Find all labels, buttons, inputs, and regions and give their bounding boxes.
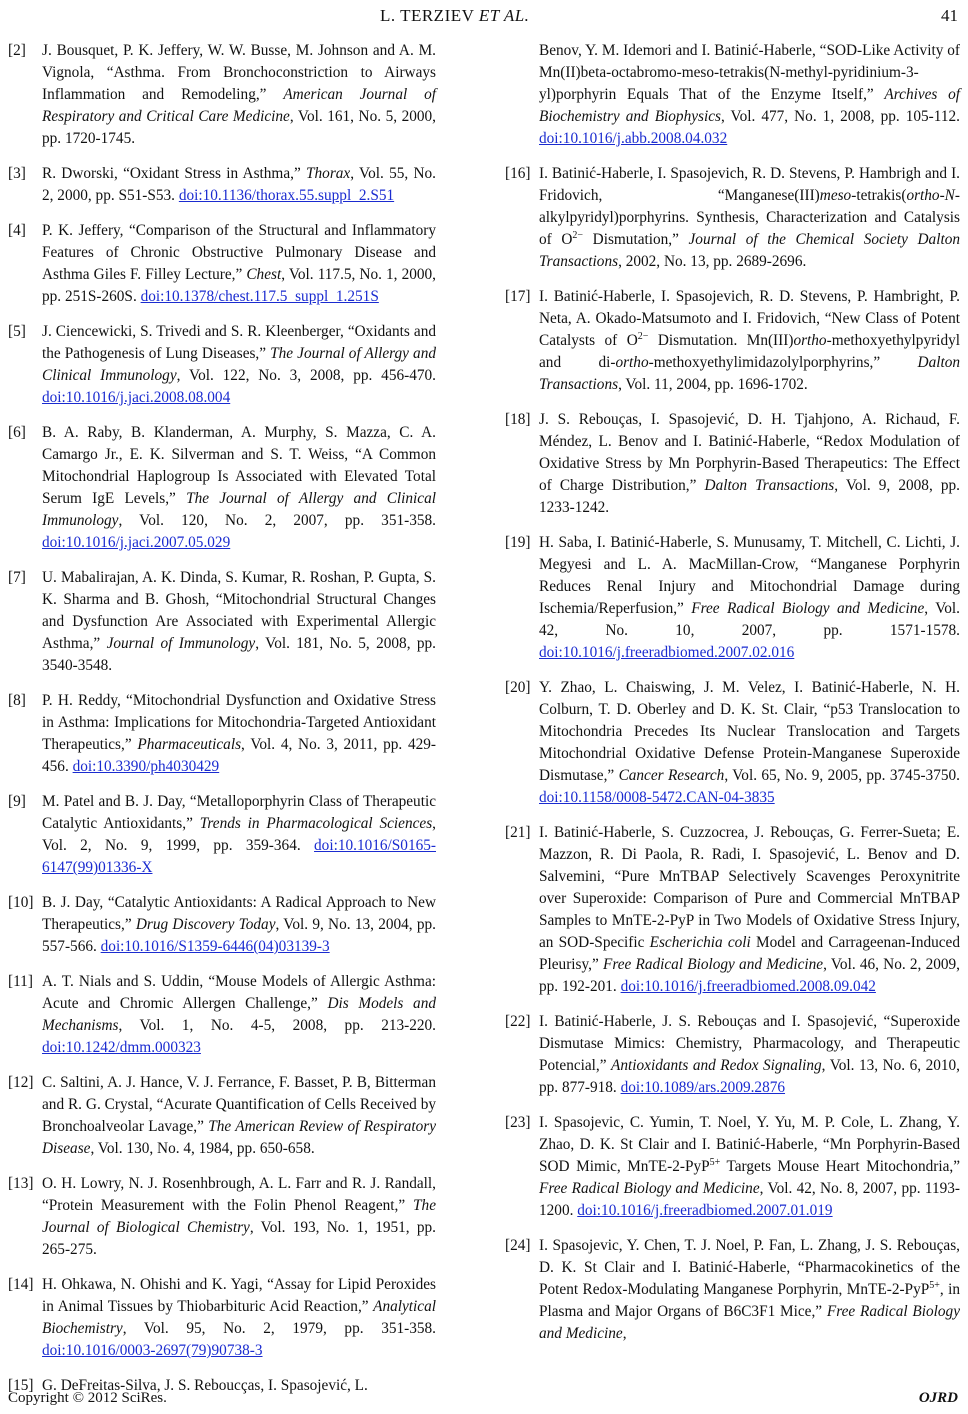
reference-entry [505, 409, 960, 519]
reference-entry [505, 163, 960, 273]
doi-link[interactable]: doi:10.1136/thorax.55.suppl_2.S51 [178, 187, 395, 204]
reference-number: [5] [8, 323, 26, 340]
reference-text: R. Dworski, “Oxidant Stress in Asthma,” Thorax, Vol. 55, No. 2, 2000, pp. S51-S53. doi:10.1136/thorax.55.suppl_2.S51 [42, 165, 437, 204]
reference-text: I. Spasojevic, Y. Chen, T. J. Noel, P. Fan, L. Zhang, J. S. Rebouças, D. K. St Clair and I. Batinić-Haberle, “Pharmacokinetics of the Potent Redox-Modulating Manganese Porphyrin, MnTE-2-PyP$^{5+}$, in Plasma and Major Organs of B6C3F1 Mice,” Free Radical Biology and Medicine, [539, 1237, 960, 1342]
doi-link[interactable]: doi:10.1016/0003-2697(79)90738-3 [42, 1342, 263, 1359]
reference-entry [505, 532, 960, 664]
reference-text: I. Batinić-Haberle, I. Spasojevich, R. D. Stevens, P. Hambrigh and I. Fridovich, “Manganese(III)meso-tetrakis(ortho-N-alkylpyridyl)porphyrins. Synthesis, Characterization and Catalysis of $O^{2-}$ Dismutation,” Journal of the Chemical Society Dalton Transactions, 2002, No. 13, pp. 2689-2696. [539, 165, 960, 270]
references-left-column [8, 40, 436, 1410]
running-title [380, 6, 529, 26]
reference-number: [23] [505, 1114, 531, 1131]
doi-link[interactable]: doi:10.1016/S0165-6147(99)01336-X [42, 837, 436, 876]
reference-number: [15] [8, 1377, 34, 1394]
reference-entry [8, 1173, 436, 1261]
journal-abbrev: OJRD [918, 1390, 958, 1406]
reference-entry [8, 971, 436, 1059]
reference-text: B. J. Day, “Catalytic Antioxidants: A Radical Approach to New Therapeutics,” Drug Discovery Today, Vol. 9, No. 13, 2004, pp. 557-566. doi:10.1016/S1359-6446(04)03139-3 [42, 894, 436, 955]
reference-entry [505, 1011, 960, 1099]
doi-link[interactable]: doi:10.1016/j.abb.2008.04.032 [539, 130, 728, 147]
reference-text: I. Batinić-Haberle, S. Cuzzocrea, J. Rebouças, G. Ferrer-Sueta; E. Mazzon, R. Di Paola, R. Radi, I. Spasojević, L. Benov and D. Salvemini, “Pure MnTBAP Selectively Scavenges Peroxynitrite over Superoxide: Comparison of Pure and Commercial MnTBAP Samples to MnTE-2-PyP in Two Models of Oxidative Stress Injury, an SOD-Specific Escherichia coli Model and Carrageenan-Induced Pleurisy,” Free Radical Biology and Medicine, Vol. 46, No. 2, 2009, pp. 192-201. doi:10.1016/j.freeradbiomed.2008.09.042 [539, 824, 960, 995]
reference-entry [505, 822, 960, 998]
reference-text: P. H. Reddy, “Mitochondrial Dysfunction and Oxidative Stress in Asthma: Implications for Mitochondria-Targeted Antioxidant Therapeutics,” Pharmaceuticals, Vol. 4, No. 3, 2011, pp. 429-456. doi:10.3390/ph4030429 [42, 692, 437, 775]
reference-entry [8, 321, 436, 409]
reference-entry [8, 892, 436, 958]
reference-text: J. Ciencewicki, S. Trivedi and S. R. Kleenberger, “Oxidants and the Pathogenesis of Lung Diseases,” The Journal of Allergy and Clinical Immunology, Vol. 122, No. 3, 2008, pp. 456-470. doi:10.1016/j.jaci.2008.08.004 [42, 323, 436, 406]
reference-number: [4] [8, 222, 26, 239]
reference-text: I. Spasojevic, C. Yumin, T. Noel, Y. Yu, M. P. Cole, L. Zhang, Y. Zhao, D. K. St Clair and I. Batinić-Haberle, “Mn Porphyrin-Based SOD Mimic, MnTE-2-PyP$^{5+}$ Targets Mouse Heart Mitochondria,” Free Radical Biology and Medicine, Vol. 42, No. 8, 2007, pp. 1193-1200. doi:10.1016/j.freeradbiomed.2007.01.019 [539, 1114, 961, 1219]
reference-text: Benov, Y. M. Idemori and I. Batinić-Haberle, “SOD-Like Activity of Mn(II)beta-octabromo-meso-tetrakis(N-methyl-pyridinium-3-yl)porphyrin Equals That of the Enzyme Itself,” Archives of Biochemistry and Biophysics, Vol. 477, No. 1, 2008, pp. 105-112. doi:10.1016/j.abb.2008.04.032 [539, 42, 960, 147]
reference-number: [10] [8, 894, 34, 911]
doi-link[interactable]: doi:10.1016/j.freeradbiomed.2008.09.042 [620, 978, 876, 995]
references-right-column [505, 40, 960, 1358]
doi-link[interactable]: doi:10.1089/ars.2009.2876 [620, 1079, 786, 1096]
doi-link[interactable]: doi:10.1016/j.freeradbiomed.2007.02.016 [539, 644, 795, 661]
reference-text: G. DeFreitas-Silva, J. S. Reboucças, I. Spasojević, L. [42, 1377, 368, 1394]
reference-entry [8, 220, 436, 308]
reference-entry [505, 677, 960, 809]
reference-number: [14] [8, 1276, 34, 1293]
reference-entry [8, 690, 436, 778]
reference-entry [8, 422, 436, 554]
doi-link[interactable]: doi:10.1016/j.freeradbiomed.2007.01.019 [577, 1202, 833, 1219]
reference-text: I. Batinić-Haberle, J. S. Rebouças and I. Spasojević, “Superoxide Dismutase Mimics: Chemistry, Pharmacology, and Therapeutic Potencial,” Antioxidants and Redox Signaling, Vol. 13, No. 6, 2010, pp. 877-918. doi:10.1089/ars.2009.2876 [539, 1013, 960, 1096]
reference-number: [24] [505, 1237, 531, 1254]
doi-link[interactable]: doi:10.1242/dmm.000323 [42, 1039, 201, 1056]
reference-number: [8] [8, 692, 26, 709]
reference-text: J. S. Rebouças, I. Spasojević, D. H. Tjahjono, A. Richaud, F. Méndez, L. Benov and I. Batinić-Haberle, “Redox Modulation of Oxidative Stress by Mn Porphyrin-Based Therapeutics: The Effect of Charge Distribution,” Dalton Transactions, Vol. 9, 2008, pp. 1233-1242. [539, 411, 961, 516]
reference-number: [2] [8, 42, 26, 59]
doi-link[interactable]: doi:10.3390/ph4030429 [72, 758, 220, 775]
reference-text: P. K. Jeffery, “Comparison of the Structural and Inflammatory Features of Chronic Obstructive Pulmonary Disease and Asthma Giles F. Filley Lecture,” Chest, Vol. 117.5, No. 1, 2000, pp. 251S-260S. doi:10.1378/chest.117.5_suppl_1.251S [42, 222, 436, 305]
reference-number: [11] [8, 973, 33, 990]
reference-number: [6] [8, 424, 26, 441]
reference-number: [16] [505, 165, 531, 182]
reference-text: H. Saba, I. Batinić-Haberle, S. Munusamy, T. Mitchell, C. Lichti, J. Megyesi and L. A. MacMillan-Crow, “Manganese Porphyrin Reduces Renal Injury and Mitochondrial Damage during Ischemia/Reperfusion,” Free Radical Biology and Medicine, Vol. 42, No. 10, 2007, pp. 1571-1578. doi:10.1016/j.freeradbiomed.2007.02.016 [539, 534, 961, 661]
reference-entry [8, 1072, 436, 1160]
doi-link[interactable]: doi:10.1016/j.jaci.2008.08.004 [42, 389, 231, 406]
doi-link[interactable]: doi:10.1158/0008-5472.CAN-04-3835 [539, 789, 775, 806]
reference-number: [21] [505, 824, 531, 841]
reference-number: [20] [505, 679, 531, 696]
reference-number: [17] [505, 288, 531, 305]
doi-link[interactable]: doi:10.1016/j.jaci.2007.05.029 [42, 534, 231, 551]
reference-number: [12] [8, 1074, 34, 1091]
reference-number: [3] [8, 165, 26, 182]
reference-text: Y. Zhao, L. Chaiswing, J. M. Velez, I. Batinić-Haberle, N. H. Colburn, T. D. Oberley and D. K. St. Clair, “p53 Translocation to Mitochondria Precedes Its Nuclear Translocation and Targets Mitochondrial Oxidative Defense Protein-Manganese Superoxide Dismutase,” Cancer Research, Vol. 65, No. 9, 2005, pp. 3745-3750. doi:10.1158/0008-5472.CAN-04-3835 [539, 679, 960, 806]
reference-entry [505, 1235, 960, 1345]
reference-entry [8, 791, 436, 879]
reference-entry [505, 40, 960, 150]
reference-number: [9] [8, 793, 26, 810]
reference-number: [19] [505, 534, 531, 551]
running-authors: L. TERZIEV [380, 6, 475, 25]
reference-text: A. T. Nials and S. Uddin, “Mouse Models of Allergic Asthma: Acute and Chromic Allergen Challenge,” Dis Models and Mechanisms, Vol. 1, No. 4-5, 2008, pp. 213-220. doi:10.1242/dmm.000323 [42, 973, 436, 1056]
reference-text: M. Patel and B. J. Day, “Metalloporphyrin Class of Therapeutic Catalytic Antioxidants,” Trends in Pharmacological Sciences, Vol. 2, No. 9, 1999, pp. 359-364. doi:10.1016/S0165-6147(99)01336-X [42, 793, 436, 876]
page-number: 41 [941, 6, 958, 25]
running-etal: ET AL. [478, 6, 530, 25]
reference-text: O. H. Lowry, N. J. Rosenhbrough, A. L. Farr and R. J. Randall, “Protein Measurement with the Folin Phenol Reagent,” The Journal of Biological Chemistry, Vol. 193, No. 1, 1951, pp. 265-275. [42, 1175, 436, 1258]
reference-entry [505, 1112, 960, 1222]
reference-entry [8, 163, 436, 207]
running-header [0, 6, 968, 32]
reference-entry [8, 40, 436, 150]
reference-number: [7] [8, 569, 26, 586]
copyright-notice: Copyright © 2012 SciRes. [8, 1390, 167, 1406]
doi-link[interactable]: doi:10.1378/chest.117.5_suppl_1.251S [140, 288, 379, 305]
reference-text: U. Mabalirajan, A. K. Dinda, S. Kumar, R. Roshan, P. Gupta, S. K. Sharma and B. Ghosh, “Mitochondrial Structural Changes and Dysfunction Are Associated with Experimental Allergic Asthma,” Journal of Immunology, Vol. 181, No. 5, 2008, pp. 3540-3548. [42, 569, 437, 674]
page-footer [0, 1390, 968, 1412]
reference-text: C. Saltini, A. J. Hance, V. J. Ferrance, F. Basset, P. B, Bitterman and R. G. Crystal, “Acurate Quantification of Cells Received by Bronchoalveolar Lavage,” The American Review of Respiratory Disease, Vol. 130, No. 4, 1984, pp. 650-658. [42, 1074, 436, 1157]
reference-number: [13] [8, 1175, 34, 1192]
doi-link[interactable]: doi:10.1016/S1359-6446(04)03139-3 [100, 938, 330, 955]
reference-text: J. Bousquet, P. K. Jeffery, W. W. Busse, M. Johnson and A. M. Vignola, “Asthma. From Bronchoconstriction to Airways Inflammation and Remodeling,” American Journal of Respiratory and Critical Care Medicine, Vol. 161, No. 5, 2000, pp. 1720-1745. [42, 42, 436, 147]
reference-text: I. Batinić-Haberle, I. Spasojevich, R. D. Stevens, P. Hambright, P. Neta, A. Okado-Matsumoto and I. Fridovich, “New Class of Potent Catalysts of $O^{2-}$ Dismutation. Mn(III)ortho-methoxyethylpyridyl and di-ortho-methoxyethylimidazolylporphyrins,” Dalton Transactions, Vol. 11, 2004, pp. 1696-1702. [539, 288, 961, 393]
reference-text: H. Ohkawa, N. Ohishi and K. Yagi, “Assay for Lipid Peroxides in Animal Tissues by Thiobarbituric Acid Reaction,” Analytical Biochemistry, Vol. 95, No. 2, 1979, pp. 351-358. doi:10.1016/0003-2697(79)90738-3 [42, 1276, 436, 1359]
reference-number: [18] [505, 411, 531, 428]
reference-entry [505, 286, 960, 396]
reference-number: [22] [505, 1013, 531, 1030]
reference-entry [8, 567, 436, 677]
reference-text: B. A. Raby, B. Klanderman, A. Murphy, S. Mazza, C. A. Camargo Jr., E. K. Silverman and S. T. Weiss, “A Common Mitochondrial Haplogroup Is Associated with Elevated Total Serum IgE Levels,” The Journal of Allergy and Clinical Immunology, Vol. 120, No. 2, 2007, pp. 351-358. doi:10.1016/j.jaci.2007.05.029 [42, 424, 436, 551]
reference-entry [8, 1274, 436, 1362]
